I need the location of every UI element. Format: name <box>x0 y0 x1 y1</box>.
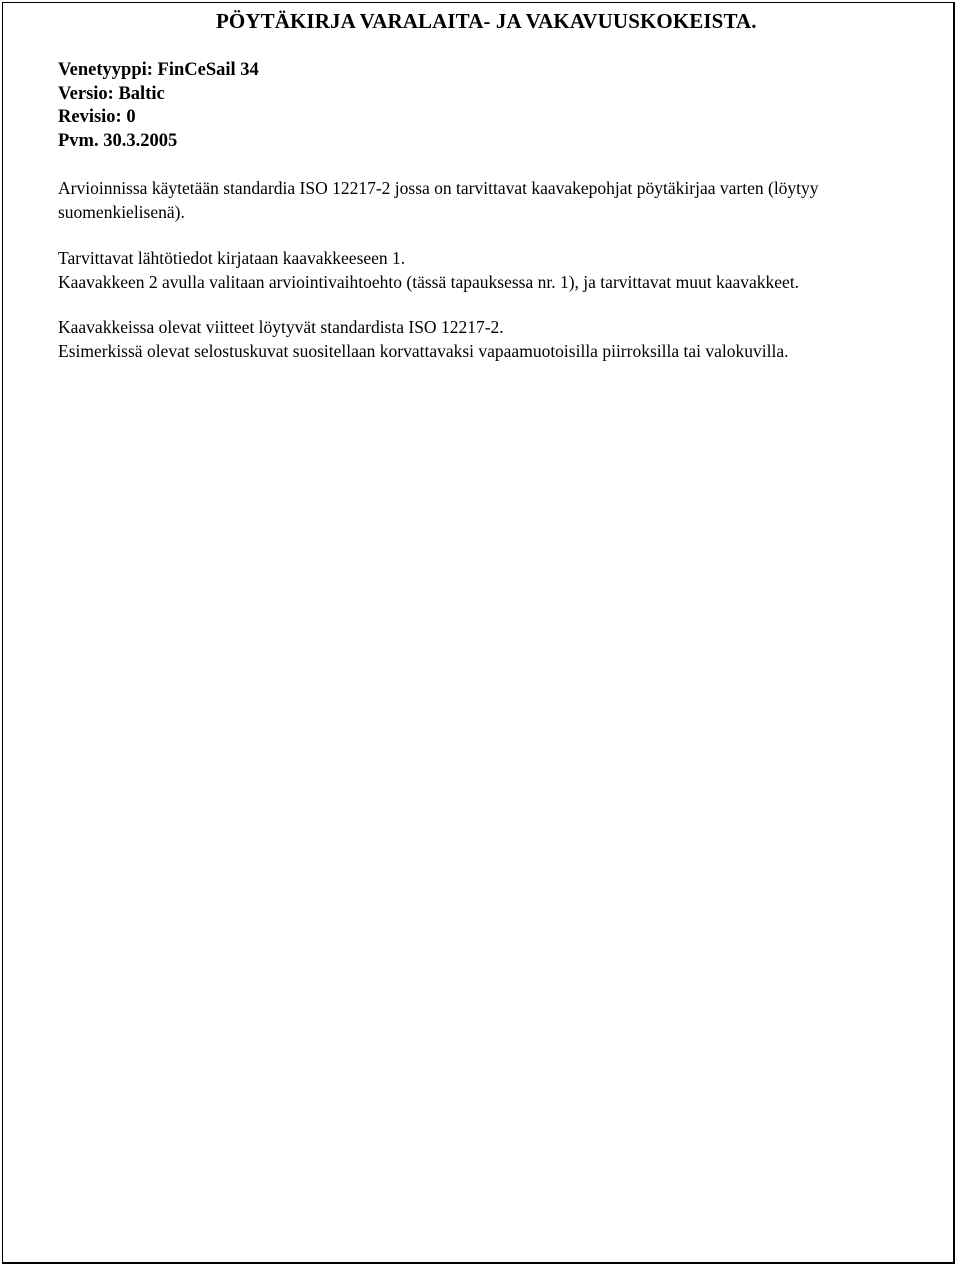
paragraph-input-data: Tarvittavat lähtötiedot kirjataan kaavakkeeseen 1. <box>58 248 406 268</box>
paragraph-form-2: Kaavakkeen 2 avulla valitaan arviointivaihtoehto (tässä tapauksessa nr. 1), ja tarvittavat muut kaavakkeet. <box>58 271 800 292</box>
document-title: PÖYTÄKIRJA VARALAITA- JA VAKAVUUSKOKEISTA. <box>216 9 757 33</box>
version: Versio: Baltic <box>58 83 165 104</box>
paragraph-standard: Arvioinnissa käytetään standardia ISO 12217-2 jossa on tarvittavat kaavakepohjat pöytäkirjaa varten (löytyy suomenkielisenä). <box>58 178 819 222</box>
paragraph-references: Kaavakkeissa olevat viitteet löytyvät standardista ISO 12217-2. <box>58 317 504 337</box>
date: Pvm. 30.3.2005 <box>58 130 178 151</box>
document-page <box>2 2 955 1264</box>
document-body <box>58 177 918 363</box>
boat-type: Venetyyppi: FinCeSail 34 <box>58 60 259 80</box>
paragraph-illustrations: Esimerkissä olevat selostuskuvat suositellaan korvattavaksi vapaamuotoisilla piirroksilla tai valokuvilla. <box>58 340 789 361</box>
document-meta <box>58 59 259 153</box>
revision: Revisio: 0 <box>58 107 136 127</box>
